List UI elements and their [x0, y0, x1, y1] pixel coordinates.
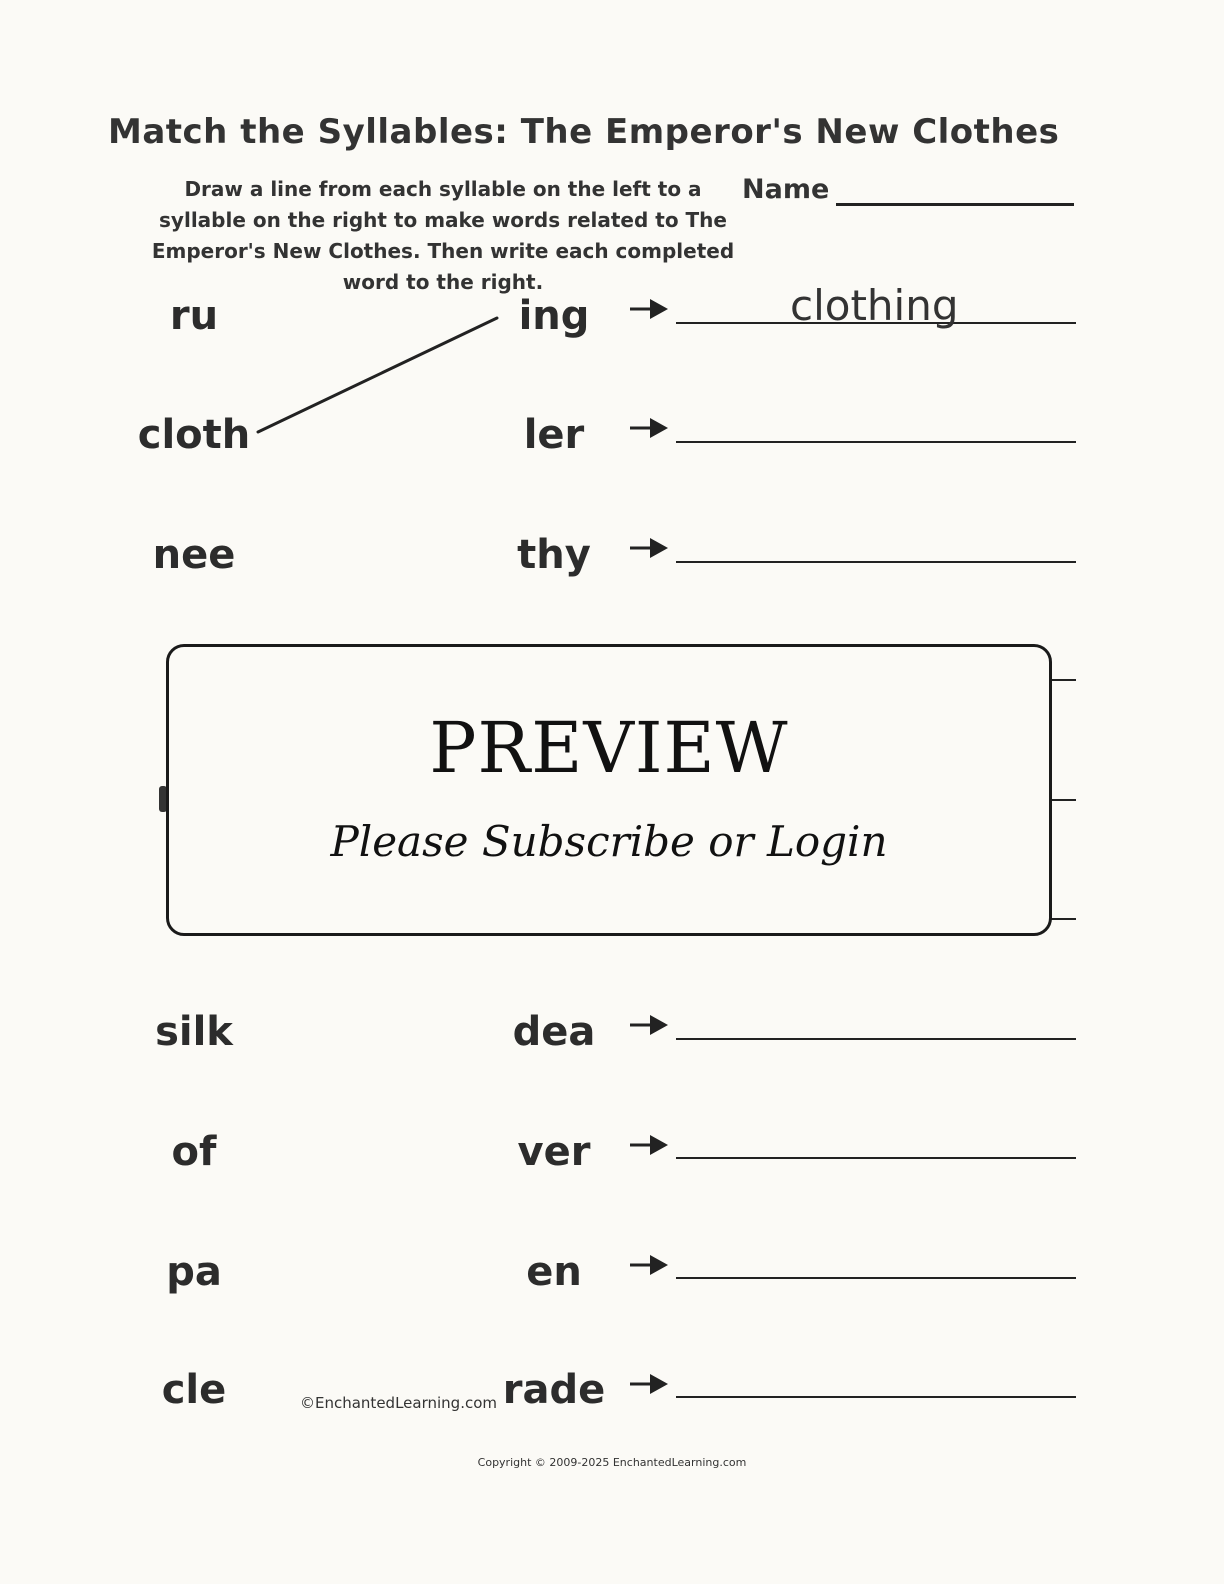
right-syllable: en [526, 1249, 582, 1295]
left-syllable: pa [166, 1249, 222, 1295]
example-answer: clothing [790, 281, 959, 330]
instructions: Draw a line from each syllable on the left to a syllable on the right to make words related to The Emperor's New Clothes. Then write each completed word to the right. [151, 177, 735, 294]
left-syllable: cloth [137, 412, 251, 458]
right-syllable: ing [518, 293, 590, 339]
right-syllable: ver [517, 1129, 591, 1175]
right-syllable: ler [523, 412, 585, 458]
subscribe-login-prompt[interactable]: Please Subscribe or Login [330, 817, 888, 866]
left-syllable: of [171, 1129, 217, 1175]
watermark: ©EnchantedLearning.com [300, 1394, 497, 1412]
left-syllable: cle [161, 1367, 227, 1413]
left-syllable: nee [152, 532, 236, 578]
left-syllable: ru [169, 293, 219, 339]
preview-title: PREVIEW [429, 707, 789, 789]
preview-overlay[interactable] [166, 644, 1052, 936]
left-syllable: silk [155, 1009, 233, 1055]
right-syllable: thy [517, 532, 591, 578]
right-syllable: dea [512, 1009, 596, 1055]
right-syllable: rade [502, 1367, 606, 1413]
page-title: Match the Syllables: The Emperor's New Clothes [108, 112, 1060, 152]
name-label: Name [742, 174, 830, 205]
copyright: Copyright © 2009-2025 EnchantedLearning.com [477, 1456, 747, 1469]
